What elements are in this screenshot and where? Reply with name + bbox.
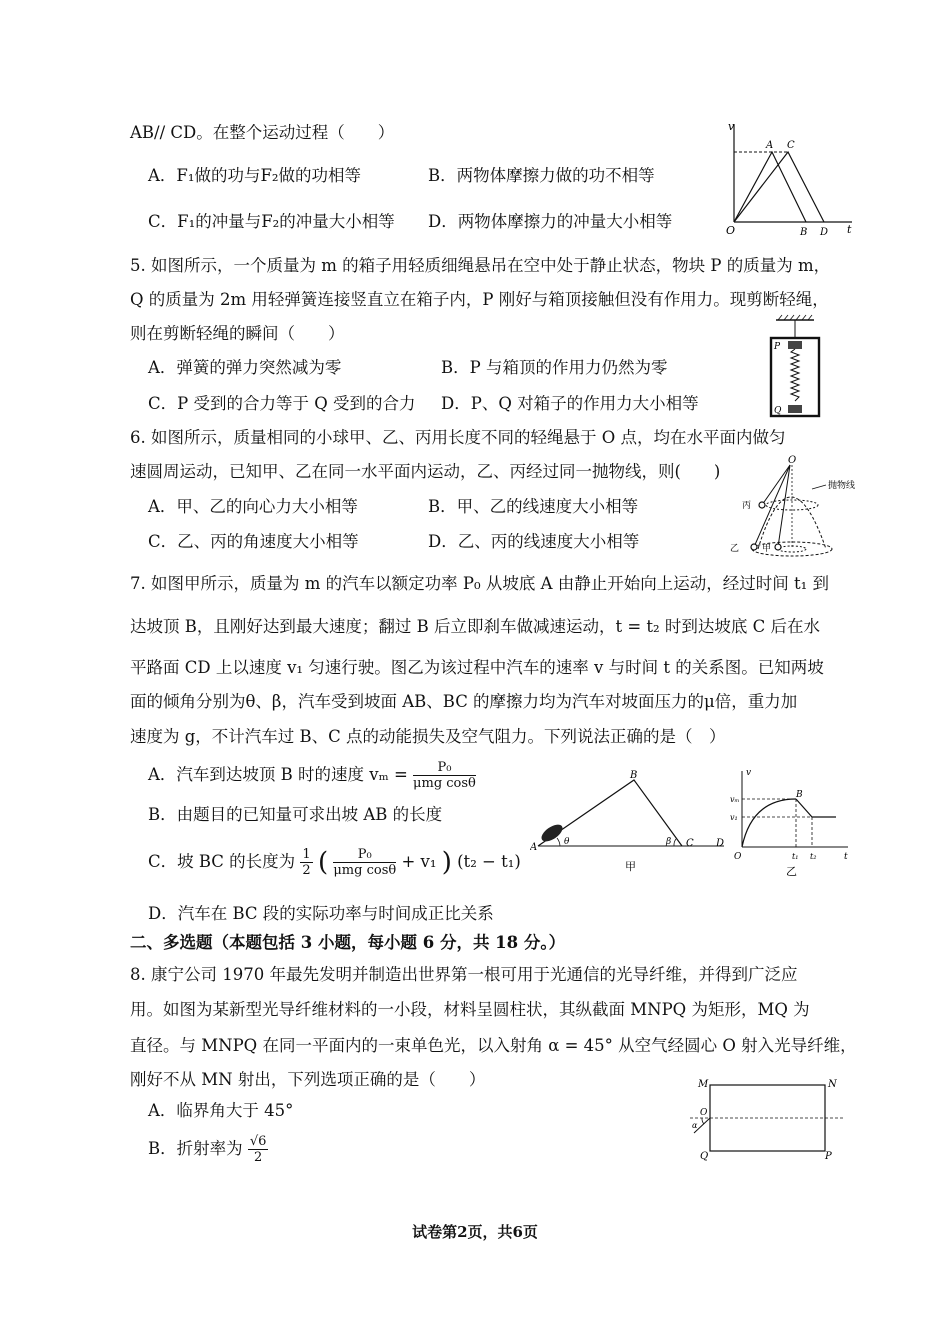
q7-decel-line (796, 799, 836, 817)
q7-yi-v-label: v (746, 768, 752, 778)
q5-option-b: B．P 与箱顶的作用力仍然为零 (441, 358, 668, 377)
q7-vm-label: vₘ (730, 795, 740, 804)
q7-theta-label: θ (564, 837, 570, 847)
q7-jia-d-label: D (716, 838, 725, 849)
q7-t1-label: t₁ (792, 852, 799, 861)
page-footer: 试卷第2页，共6页 (412, 1223, 538, 1241)
q6-option-d: D．乙、丙的线速度大小相等 (428, 532, 640, 551)
q6-option-c: C．乙、丙的角速度大小相等 (148, 532, 359, 551)
q5-p-label: P (774, 342, 781, 352)
q6-o-label: O (788, 455, 797, 466)
q7-option-c-half-num: 1 (302, 847, 311, 862)
q7-jia-caption: 甲 (625, 860, 636, 873)
q8-o-label: O (700, 1108, 708, 1118)
q7-option-a-prefix: A．汽车到达坡顶 B 时的速度 vₘ = (148, 765, 408, 784)
q4-line-ocd (734, 152, 824, 222)
q5-block-q (788, 405, 802, 413)
q7-yi-t-label: t (844, 852, 848, 862)
q4-vt-figure (720, 118, 860, 240)
q4-d-label: D (820, 227, 829, 238)
q8-option-b-prefix: B．折射率为 (148, 1139, 243, 1158)
q7-option-a-fraction (413, 761, 476, 790)
q8-option-b-fraction (248, 1135, 269, 1164)
q6-string-jia (778, 465, 790, 547)
q6-bing-label: 丙 (742, 501, 752, 511)
q6-parabola-label: 抛物线 (828, 481, 856, 491)
q8-option-b-den: 2 (254, 1150, 263, 1165)
q4-t-label: t (847, 223, 852, 236)
q7-option-c-time: (t₂ − t₁) (457, 852, 521, 871)
q7-option-c-half-den: 2 (302, 863, 311, 878)
q7-slopes (538, 780, 682, 846)
q8-alpha-arc (702, 1118, 704, 1124)
q6-ball-yi (751, 544, 757, 550)
q8-line-1: 8. 康宁公司 1970 年最先发明并制造出世界第一根可用于光通信的光导纤维，并得到广泛应 (130, 965, 798, 984)
q7-option-c-lparen: ( (317, 847, 329, 878)
q6-jia-label: 甲 (762, 544, 772, 554)
q7-option-a-num: P₀ (413, 761, 476, 776)
q7-option-a-den: μmg cosθ (413, 776, 476, 791)
q4-a-label: A (766, 140, 774, 151)
q7-jia-c-label: C (686, 838, 694, 849)
q5-line-3: 则在剪断轻绳的瞬间（ ） (130, 324, 345, 343)
q7-line-2: 达坡顶 B，且刚好达到最大速度；翻过 B 后立即刹车做减速运动，t = t₂ 时到达坡底 C 后在水 (130, 617, 821, 636)
q5-option-d: D．P、Q 对箱子的作用力大小相等 (441, 394, 699, 413)
q7-option-c-rparen: ) (441, 847, 452, 878)
q7-t2-label: t₂ (810, 852, 817, 861)
q7-option-c-half (300, 848, 312, 877)
q4-option-c: C．F₁的冲量与F₂的冲量大小相等 (148, 212, 395, 231)
q5-option-c: C．P 受到的合力等于 Q 受到的合力 (148, 394, 416, 413)
q8-m-label: M (698, 1079, 709, 1090)
q7-yi-b-label: B (796, 790, 803, 800)
q8-line-4: 刚好不从 MN 射出，下列选项正确的是（ ） (130, 1070, 486, 1089)
q7-option-b: B．由题目的已知量可求出坡 AB 的长度 (148, 805, 443, 824)
q6-option-b: B．甲、乙的线速度大小相等 (428, 497, 639, 516)
q6-string-bing (762, 465, 790, 505)
q7-vt-figure (730, 765, 855, 880)
q7-jia-a-label: A (530, 842, 538, 853)
q8-n-label: N (828, 1079, 837, 1090)
q7-line-4: 面的倾角分别为θ、β，汽车受到坡面 AB、BC 的摩擦力均为汽车对坡面压力的μ倍，重力加 (130, 692, 798, 711)
q5-spring (791, 349, 799, 401)
q5-block-p (788, 341, 802, 349)
q4-line-oab (734, 152, 806, 222)
q7-slope-figure (530, 770, 730, 875)
q7-car (539, 821, 566, 844)
q7-option-a (148, 761, 476, 790)
q8-fiber-figure (680, 1075, 850, 1165)
q7-option-d: D．汽车在 BC 段的实际功率与时间成正比关系 (148, 904, 494, 923)
q5-line-1: 5. 如图所示，一个质量为 m 的箱子用轻质细绳悬吊在空中处于静止状态，物块 P 的质量为 m， (130, 256, 831, 275)
q5-q-label: Q (774, 406, 782, 416)
q5-option-a: A．弹簧的弹力突然减为零 (148, 358, 342, 377)
q8-option-b-num: √6 (249, 1134, 267, 1149)
q5-box-figure (760, 312, 830, 420)
q4-b-label: B (800, 227, 808, 238)
q4-o-label: O (726, 224, 736, 237)
q7-option-c-inner (333, 848, 396, 877)
q8-line-3: 直径。与 MNPQ 在同一平面内的一束单色光，以入射角 α = 45° 从空气经圆心 O 射入光导纤维， (130, 1036, 857, 1055)
q8-line-2: 用。如图为某新型光导纤维材料的一小段，材料呈圆柱状，其纵截面 MNPQ 为矩形，MQ 为 (130, 1000, 810, 1019)
q7-yi-caption: 乙 (786, 865, 797, 878)
q7-line-5: 速度为 g，不计汽车过 B、C 点的动能损失及空气阻力。下列说法正确的是（ ） (130, 727, 726, 746)
q7-option-c-tail: + v₁ (401, 852, 437, 871)
q7-beta-arc (674, 839, 676, 846)
q6-ball-bing (759, 502, 765, 508)
q4-option-a: A．F₁做的功与F₂做的功相等 (148, 166, 362, 185)
q4-option-d: D．两物体摩擦力的冲量大小相等 (428, 212, 673, 231)
q6-cone-figure (728, 455, 868, 560)
q7-line-1: 7. 如图甲所示，质量为 m 的汽车以额定功率 P₀ 从坡底 A 由静止开始向上运动，经过时间 t₁ 到 (130, 574, 829, 593)
q8-p-label: P (825, 1151, 832, 1162)
q7-option-c-inner-den: μmg cosθ (333, 863, 397, 878)
q7-yi-o-label: O (734, 852, 742, 862)
q6-ball-jia (775, 544, 781, 550)
q7-option-c (148, 848, 521, 877)
q7-accel-curve (742, 799, 796, 847)
q8-option-a: A．临界角大于 45° (148, 1101, 294, 1120)
q8-option-b (148, 1135, 268, 1164)
section2-heading: 二、多选题（本题包括 3 小题，每小题 6 分，共 18 分。） (130, 933, 566, 952)
q7-option-c-inner-num: P₀ (333, 848, 396, 863)
q7-beta-label: β (666, 837, 672, 847)
q7-option-c-prefix: C．坡 BC 的长度为 (148, 852, 296, 871)
q7-theta-arc (557, 838, 560, 846)
q7-line-3: 平路面 CD 上以速度 v₁ 匀速行驶。图乙为该过程中汽车的速率 v 与时间 t 的关系图。已知两坡 (130, 658, 824, 677)
q6-yi-label: 乙 (730, 544, 740, 554)
q7-jia-b-label: B (630, 770, 638, 781)
q6-parabola-pointer (812, 485, 826, 489)
q6-line-2: 速圆周运动，已知甲、乙在同一水平面内运动，乙、丙经过同一抛物线，则( ) (130, 462, 721, 481)
q8-q-label: Q (700, 1151, 709, 1162)
q4-v-label: v (728, 120, 735, 133)
q4-stem-tail: AB// CD。在整个运动过程（ ） (130, 123, 395, 142)
q4-c-label: C (787, 140, 795, 151)
q7-v1-label: v₁ (730, 813, 738, 822)
q5-line-2: Q 的质量为 2m 用轻弹簧连接竖直立在箱子内，P 刚好与箱顶接触但没有作用力。现剪断轻绳， (130, 290, 829, 309)
q6-line-1: 6. 如图所示，质量相同的小球甲、乙、丙用长度不同的轻绳悬于 O 点，均在水平面内做匀 (130, 428, 786, 447)
q6-option-a: A．甲、乙的向心力大小相等 (148, 497, 358, 516)
q8-alpha-label: α (692, 1121, 698, 1130)
q4-option-b: B．两物体摩擦力做的功不相等 (428, 166, 655, 185)
